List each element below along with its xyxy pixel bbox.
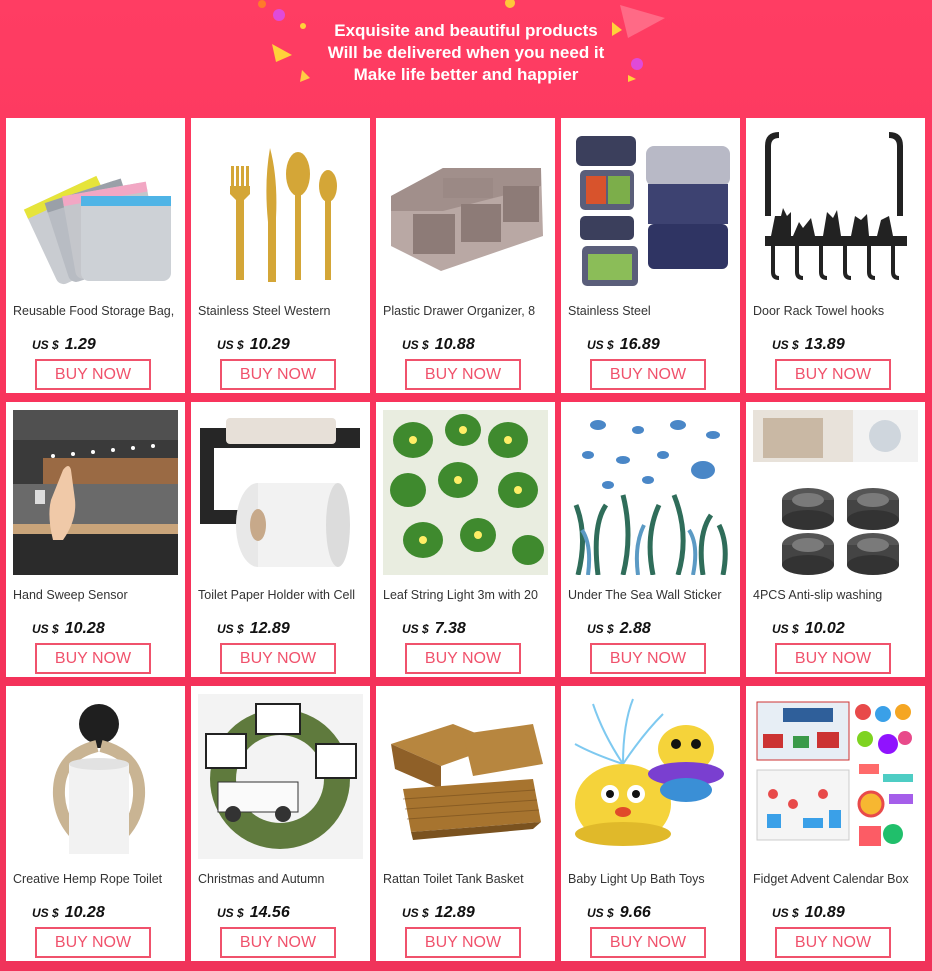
product-card[interactable] <box>6 686 185 961</box>
product-price <box>402 904 475 922</box>
product-card[interactable] <box>376 118 555 393</box>
product-price <box>772 620 845 638</box>
price-amount: 16.89 <box>619 336 660 353</box>
currency-label: US $ <box>402 622 429 636</box>
product-name[interactable]: Toilet Paper Holder with Cell <box>198 588 356 602</box>
currency-label: US $ <box>587 906 614 920</box>
price-amount: 9.66 <box>619 904 651 921</box>
product-price <box>32 336 96 354</box>
sea-sticker-icon[interactable] <box>568 410 733 575</box>
product-name[interactable]: Creative Hemp Rope Toilet <box>13 872 163 886</box>
price-amount: 10.29 <box>249 336 290 353</box>
product-card[interactable] <box>746 118 925 393</box>
price-amount: 13.89 <box>804 336 845 353</box>
product-price <box>402 620 466 638</box>
buy-now-button[interactable]: BUY NOW <box>590 927 706 958</box>
product-card[interactable] <box>191 402 370 677</box>
currency-label: US $ <box>402 906 429 920</box>
buy-now-button[interactable]: BUY NOW <box>220 359 336 390</box>
currency-label: US $ <box>772 622 799 636</box>
product-price <box>772 904 845 922</box>
bath-toy-icon[interactable] <box>568 694 733 859</box>
buy-now-button[interactable]: BUY NOW <box>405 927 521 958</box>
product-card[interactable] <box>561 402 740 677</box>
product-card[interactable] <box>191 686 370 961</box>
currency-label: US $ <box>772 906 799 920</box>
currency-label: US $ <box>402 338 429 352</box>
currency-label: US $ <box>217 338 244 352</box>
buy-now-button[interactable]: BUY NOW <box>35 643 151 674</box>
price-amount: 2.88 <box>619 620 651 637</box>
banner-line-2: Will be delivered when you need it <box>327 43 605 62</box>
product-name[interactable]: Reusable Food Storage Bag, <box>13 304 175 318</box>
paper-holder-icon[interactable] <box>198 410 363 575</box>
price-amount: 12.89 <box>249 620 290 637</box>
product-card[interactable] <box>561 118 740 393</box>
currency-label: US $ <box>217 906 244 920</box>
wreath-icon[interactable] <box>198 694 363 859</box>
lunch-box-icon[interactable] <box>568 126 733 291</box>
price-amount: 14.56 <box>249 904 290 921</box>
buy-now-button[interactable]: BUY NOW <box>220 643 336 674</box>
product-price <box>587 620 651 638</box>
price-amount: 10.28 <box>64 904 105 921</box>
rattan-basket-icon[interactable] <box>383 694 548 859</box>
currency-label: US $ <box>587 622 614 636</box>
product-price <box>32 904 105 922</box>
product-price <box>217 904 290 922</box>
product-name[interactable]: Under The Sea Wall Sticker <box>568 588 722 602</box>
product-price <box>772 336 845 354</box>
product-price <box>32 620 105 638</box>
product-price <box>587 904 651 922</box>
product-name[interactable]: Hand Sweep Sensor <box>13 588 128 602</box>
anti-slip-pad-icon[interactable] <box>753 410 918 575</box>
buy-now-button[interactable]: BUY NOW <box>590 359 706 390</box>
leaf-light-icon[interactable] <box>383 410 548 575</box>
product-price <box>402 336 475 354</box>
cutlery-icon[interactable] <box>198 126 363 291</box>
buy-now-button[interactable]: BUY NOW <box>220 927 336 958</box>
price-amount: 10.88 <box>434 336 475 353</box>
product-name[interactable]: 4PCS Anti-slip washing <box>753 588 883 602</box>
currency-label: US $ <box>32 906 59 920</box>
currency-label: US $ <box>32 338 59 352</box>
product-name[interactable]: Plastic Drawer Organizer, 8 <box>383 304 536 318</box>
buy-now-button[interactable]: BUY NOW <box>775 359 891 390</box>
product-name[interactable]: Rattan Toilet Tank Basket <box>383 872 524 886</box>
product-card[interactable] <box>746 402 925 677</box>
product-name[interactable]: Stainless Steel <box>568 304 651 318</box>
price-amount: 10.02 <box>804 620 845 637</box>
product-name[interactable]: Christmas and Autumn <box>198 872 325 886</box>
promo-banner <box>0 0 932 112</box>
buy-now-button[interactable]: BUY NOW <box>405 643 521 674</box>
product-price <box>217 620 290 638</box>
currency-label: US $ <box>772 338 799 352</box>
product-name[interactable]: Door Rack Towel hooks <box>753 304 885 318</box>
rope-holder-icon[interactable] <box>13 694 178 859</box>
banner-line-3: Make life better and happier <box>353 65 579 84</box>
product-card[interactable] <box>6 118 185 393</box>
currency-label: US $ <box>32 622 59 636</box>
price-amount: 10.89 <box>804 904 845 921</box>
banner-line-1: Exquisite and beautiful products <box>334 21 598 40</box>
currency-label: US $ <box>587 338 614 352</box>
product-price <box>587 336 660 354</box>
product-card[interactable] <box>191 118 370 393</box>
currency-label: US $ <box>217 622 244 636</box>
product-name[interactable]: Baby Light Up Bath Toys <box>568 872 705 886</box>
towel-hooks-icon[interactable] <box>753 126 918 291</box>
food-storage-bag-icon[interactable] <box>13 126 178 291</box>
product-card[interactable] <box>376 686 555 961</box>
buy-now-button[interactable]: BUY NOW <box>590 643 706 674</box>
product-card[interactable] <box>6 402 185 677</box>
product-name[interactable]: Fidget Advent Calendar Box <box>753 872 909 886</box>
advent-calendar-icon[interactable] <box>753 694 918 859</box>
price-amount: 12.89 <box>434 904 475 921</box>
buy-now-button[interactable]: BUY NOW <box>405 359 521 390</box>
product-name[interactable]: Leaf String Light 3m with 20 <box>383 588 538 602</box>
buy-now-button[interactable]: BUY NOW <box>775 927 891 958</box>
hand-sensor-icon[interactable] <box>13 410 178 575</box>
price-amount: 7.38 <box>434 620 466 637</box>
product-price <box>217 336 290 354</box>
product-card[interactable] <box>746 686 925 961</box>
price-amount: 1.29 <box>64 336 96 353</box>
price-amount: 10.28 <box>64 620 105 637</box>
buy-now-button[interactable]: BUY NOW <box>35 927 151 958</box>
product-name[interactable]: Stainless Steel Western <box>198 304 331 318</box>
product-card[interactable] <box>561 686 740 961</box>
drawer-organizer-icon[interactable] <box>383 126 548 291</box>
buy-now-button[interactable]: BUY NOW <box>35 359 151 390</box>
buy-now-button[interactable]: BUY NOW <box>775 643 891 674</box>
product-card[interactable] <box>376 402 555 677</box>
